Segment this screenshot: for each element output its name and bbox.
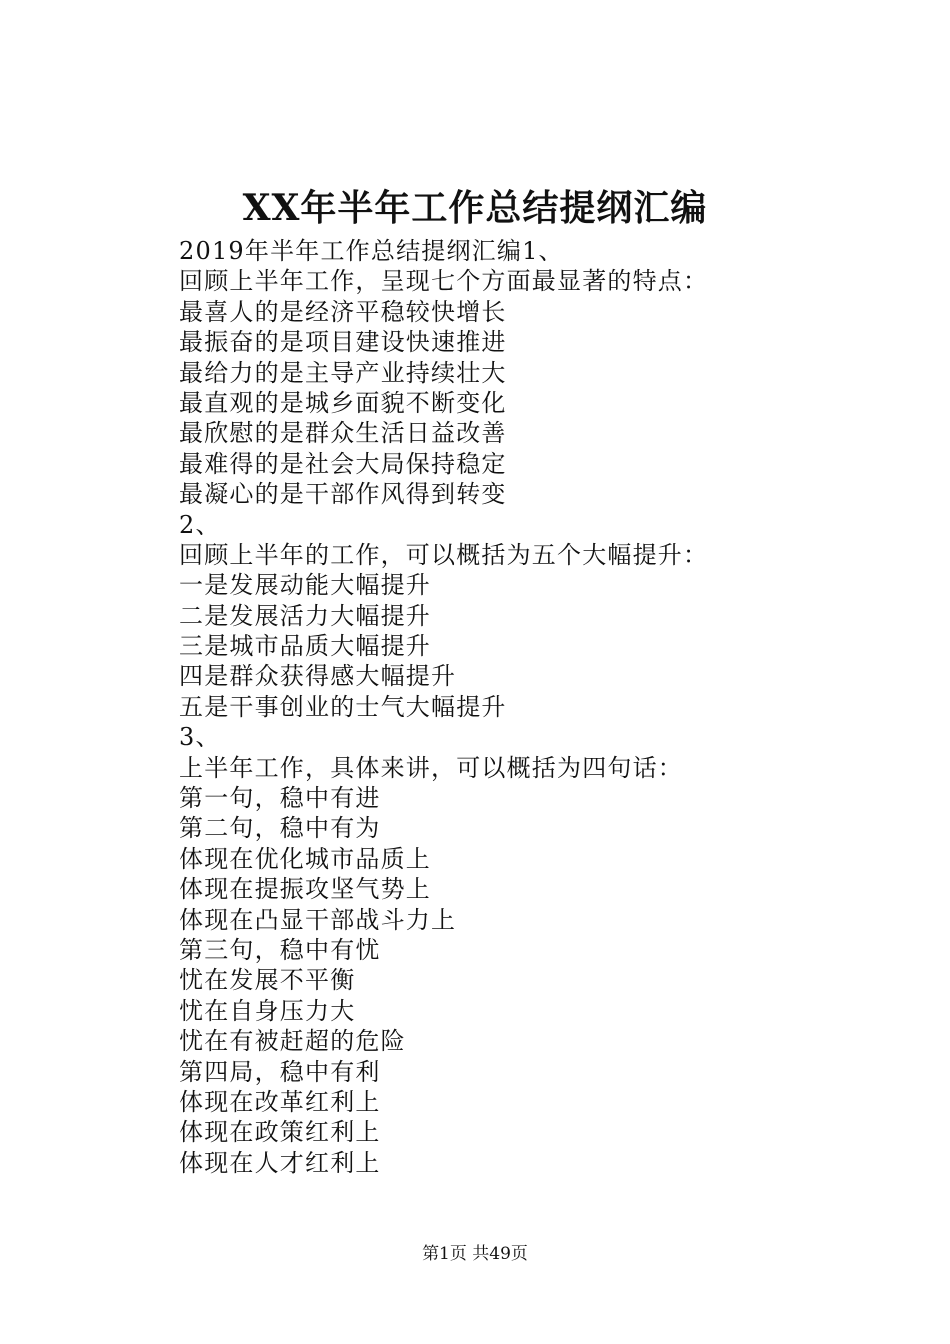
text-line: 忧在发展不平衡	[179, 966, 356, 995]
text-line: 2、	[179, 510, 221, 539]
text-line: 体现在政策红利上	[179, 1118, 381, 1147]
text-line: 最喜人的是经济平稳较快增长	[179, 297, 507, 326]
text-line: 第一句，稳中有进	[179, 784, 381, 813]
text-line: 二是发展活力大幅提升	[179, 601, 431, 630]
text-line: 最欣慰的是群众生活日益改善	[179, 419, 507, 448]
text-line: 2019年半年工作总结提纲汇编1、	[179, 237, 564, 265]
text-line: 三是城市品质大幅提升	[179, 632, 431, 661]
text-line: 忧在自身压力大	[179, 996, 356, 1025]
text-line: 一是发展动能大幅提升	[179, 571, 431, 600]
text-line: 五是干事创业的士气大幅提升	[179, 692, 507, 721]
text-line: 体现在提振攻坚气势上	[179, 875, 431, 904]
text-line: 忧在有被赶超的危险	[179, 1027, 406, 1056]
document-title: XX年半年工作总结提纲汇编	[242, 187, 708, 229]
text-line: 最难得的是社会大局保持稳定	[179, 449, 507, 478]
text-line: 体现在优化城市品质上	[179, 844, 431, 873]
text-line: 体现在人才红利上	[179, 1148, 381, 1177]
page-number-footer: 第1页 共49页	[422, 1244, 528, 1264]
text-line: 回顾上半年工作，呈现七个方面最显著的特点：	[179, 267, 709, 296]
text-line: 最给力的是主导产业持续壮大	[179, 358, 507, 387]
text-line: 最直观的是城乡面貌不断变化	[179, 388, 507, 417]
text-line: 第四局，稳中有利	[179, 1057, 381, 1086]
text-line: 最振奋的是项目建设快速推进	[179, 328, 507, 357]
text-line: 3、	[179, 723, 221, 752]
text-line: 第二句，稳中有为	[179, 814, 381, 843]
text-line: 最凝心的是干部作风得到转变	[179, 480, 507, 509]
text-line: 第三句，稳中有忧	[179, 935, 381, 964]
document-body	[179, 236, 739, 1178]
text-line: 四是群众获得感大幅提升	[179, 662, 457, 691]
text-line: 上半年工作，具体来讲，可以概括为四句话：	[179, 753, 683, 782]
text-line: 体现在改革红利上	[179, 1087, 381, 1116]
text-line: 回顾上半年的工作，可以概括为五个大幅提升：	[179, 540, 709, 569]
text-line: 体现在凸显干部战斗力上	[179, 905, 457, 934]
